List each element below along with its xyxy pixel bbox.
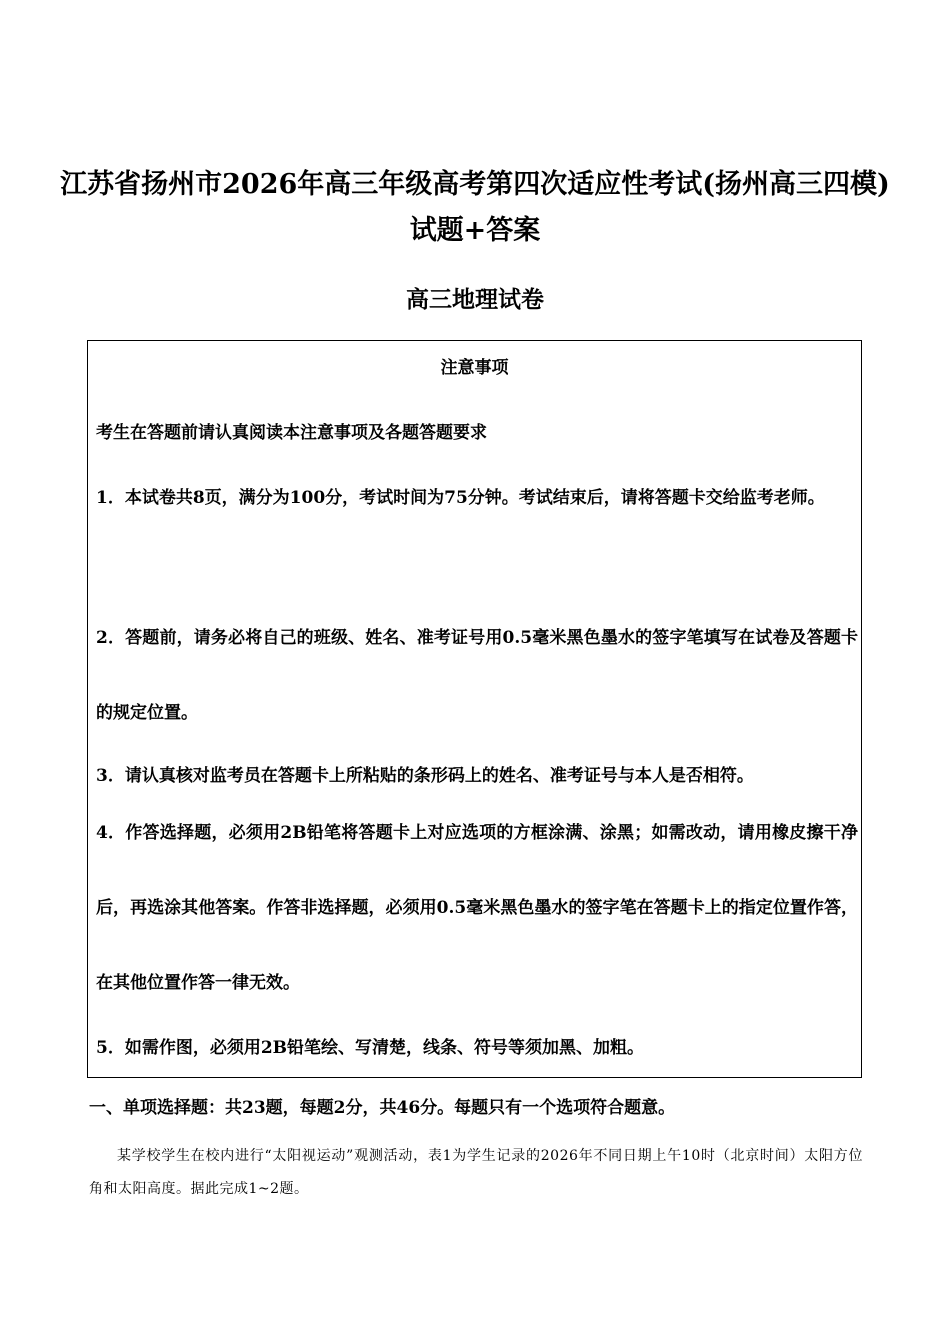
page-title: 江苏省扬州市2026年高三年级高考第四次适应性考试(扬州高三四模)试题+答案 [60,169,890,246]
notice-item-5: 5．如需作图，必须用2B铅笔绘、写清楚，线条、符号等须加黑、加粗。 [96,1038,645,1058]
notice-item-4: 4．作答选择题，必须用2B铅笔将答题卡上对应选项的方框涂满、涂黑；如需改动，请用橡皮擦干净后，再选涂其他答案。作答非选择题，必须用0.5毫米黑色墨水的签字笔在答题卡上的指定位置作答，在其他位置作答一律无效。 [96,823,858,993]
section-heading: 一、单项选择题：共23题，每题2分，共46分。每题只有一个选项符合题意。 [89,1098,676,1118]
question-passage: 某学校学生在校内进行“太阳视运动”观测活动，表1为学生记录的2026年不同日期上午10时（北京时间）太阳方位角和太阳高度。据此完成1~2题。 [89,1148,863,1197]
notice-box [87,340,862,1078]
notice-item-1: 1．本试卷共8页，满分为100分，考试时间为75分钟。考试结束后，请将答题卡交给监考老师。 [96,488,825,508]
notice-item-2: 2．答题前，请务必将自己的班级、姓名、准考证号用0.5毫米黑色墨水的签字笔填写在试卷及答题卡的规定位置。 [96,628,858,723]
notice-item-3: 3．请认真核对监考员在答题卡上所粘贴的条形码上的姓名、准考证号与本人是否相符。 [96,766,754,786]
exam-subtitle: 高三地理试卷 [406,286,544,313]
notice-heading: 注意事项 [440,358,509,378]
notice-intro: 考生在答题前请认真阅读本注意事项及各题答题要求 [96,423,487,443]
